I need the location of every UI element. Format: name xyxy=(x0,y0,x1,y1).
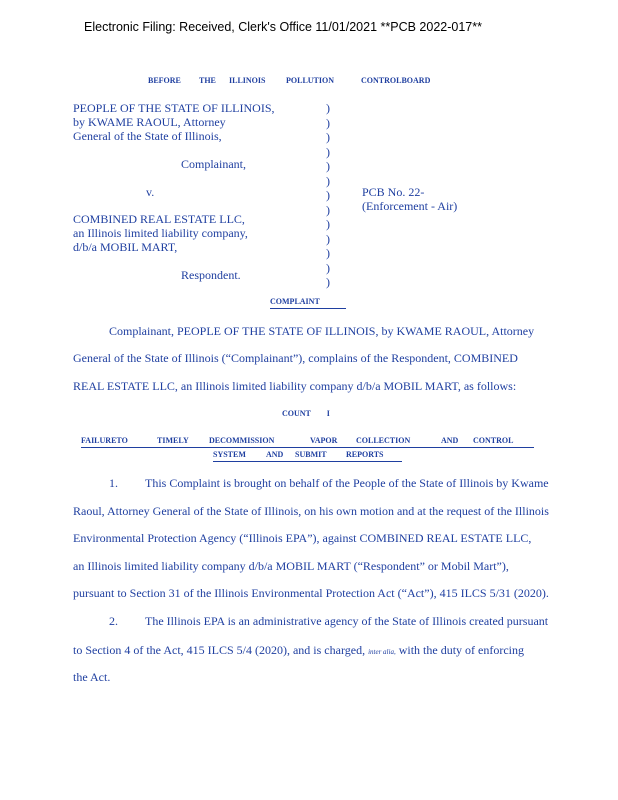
paragraph-line: pursuant to Section 31 of the Illinois Environmental Protection Act (“Act”), 415 ILCS 5/31 (2020). xyxy=(73,586,549,600)
paragraph-line: an Illinois limited liability company d/b/a MOBIL MART (“Respondent” or Mobil Mart”), xyxy=(73,559,509,573)
paragraph-line-part: to Section 4 of the Act, 415 ILCS 5/4 (2020), and is charged, xyxy=(73,643,366,657)
paragraph-line: The Illinois EPA is an administrative agency of the State of Illinois created pursuant xyxy=(145,614,549,628)
count-heading-word: AND xyxy=(441,436,459,445)
board-header-word: THE xyxy=(199,76,216,85)
caption-plaintiff-line: PEOPLE OF THE STATE OF ILLINOIS, xyxy=(73,101,275,115)
caption-defendant-line: COMBINED REAL ESTATE LLC, xyxy=(73,212,245,226)
paragraph-line: This Complaint is brought on behalf of the People of the State of Illinois by Kwame xyxy=(145,476,549,490)
count-heading-word: COLLECTION xyxy=(356,436,411,445)
heading-underline xyxy=(81,447,534,448)
count-heading-word: FAILURETO xyxy=(81,436,128,445)
intro-line: REAL ESTATE LLC, an Illinois limited liability company d/b/a MOBIL MART, as follows: xyxy=(73,379,517,393)
count-heading-word: SUBMIT xyxy=(295,450,327,459)
case-number: PCB No. 22- xyxy=(362,185,425,199)
paragraph-line: Environmental Protection Agency (“Illinois EPA”), against COMBINED REAL ESTATE LLC, xyxy=(73,531,532,545)
caption-bracket-column: ) ) ) ) ) ) ) ) ) ) ) ) ) xyxy=(326,101,330,289)
board-header-word: BEFORE xyxy=(148,76,181,85)
caption-defendant-line: d/b/a MOBIL MART, xyxy=(73,240,178,254)
count-heading-word: CONTROL xyxy=(473,436,514,445)
intro-line: General of the State of Illinois (“Complainant”), complains of the Respondent, COMBINED xyxy=(73,351,518,365)
paragraph-line xyxy=(73,643,524,658)
caption-defendant-line: an Illinois limited liability company, xyxy=(73,226,248,240)
caption-plaintiff-line: by KWAME RAOUL, Attorney xyxy=(73,115,226,129)
board-header-word: CONTROLBOARD xyxy=(361,76,431,85)
title-underline xyxy=(270,308,346,309)
paragraph-line: Raoul, Attorney General of the State of Illinois, on his own motion and at the request of the Illinois xyxy=(73,504,549,518)
complaint-title: COMPLAINT xyxy=(270,297,320,306)
count-heading-word: VAPOR xyxy=(310,436,338,445)
count-heading-word: SYSTEM xyxy=(213,450,246,459)
paragraph-number: 1. xyxy=(109,476,118,490)
case-type: (Enforcement - Air) xyxy=(362,199,458,213)
count-heading-word: DECOMMISSION xyxy=(209,436,275,445)
board-header-word: ILLINOIS xyxy=(229,76,266,85)
caption-versus: v. xyxy=(146,185,155,199)
board-header-word: POLLUTION xyxy=(286,76,335,85)
paragraph-line-part: with the duty of enforcing xyxy=(398,643,525,657)
caption-plaintiff-line: General of the State of Illinois, xyxy=(73,129,222,143)
count-heading-word: REPORTS xyxy=(346,450,384,459)
count-heading-word: AND xyxy=(266,450,284,459)
filing-stamp: Electronic Filing: Received, Clerk's Office 11/01/2021 **PCB 2022-017** xyxy=(84,20,482,34)
count-heading-word: TIMELY xyxy=(157,436,189,445)
italic-phrase: inter alia, xyxy=(368,648,396,656)
paragraph-number: 2. xyxy=(109,614,118,628)
heading-underline xyxy=(213,461,402,462)
caption-respondent: Respondent. xyxy=(181,268,241,282)
paragraph-line: the Act. xyxy=(73,670,111,684)
intro-line: Complainant, PEOPLE OF THE STATE OF ILLINOIS, by KWAME RAOUL, Attorney xyxy=(109,324,535,338)
caption-complainant: Complainant, xyxy=(181,157,246,171)
count-title: COUNT I xyxy=(282,409,330,418)
